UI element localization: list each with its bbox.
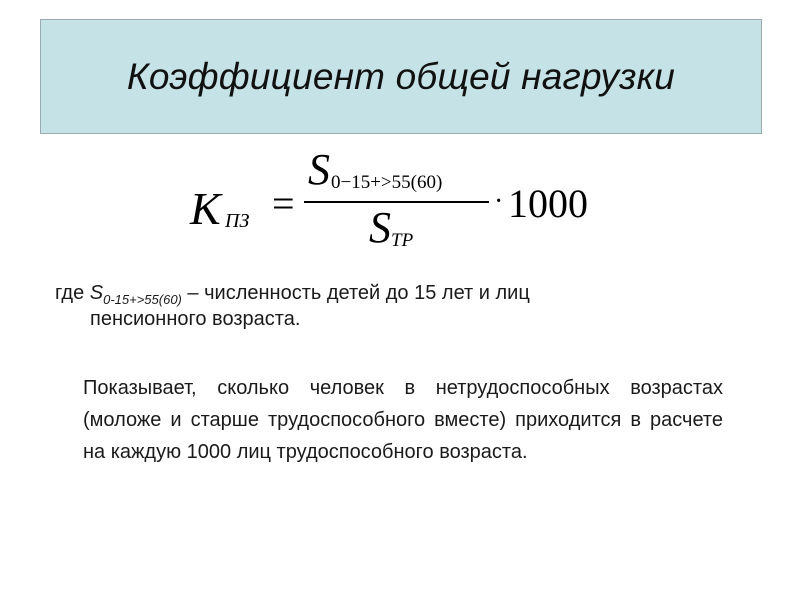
formula-numerator-symbol: S bbox=[308, 145, 330, 194]
formula-lhs-symbol: K bbox=[190, 183, 221, 234]
formula-multiply-dot: · bbox=[494, 186, 504, 217]
formula-multiplier: 1000 bbox=[508, 181, 588, 226]
explanation-paragraph: Показывает, сколько человек в нетрудоспособных возрастах (моложе и старше трудоспособного вместе) приходится в расчете на каждую 1000 лиц трудоспособного возраста. bbox=[83, 377, 723, 463]
formula-fraction-bar bbox=[304, 201, 489, 203]
definition-lead: где bbox=[55, 282, 90, 304]
definition-symbol: S bbox=[89, 282, 104, 304]
definition-subscript: 0-15+>55(60) bbox=[103, 292, 182, 307]
definition-text-line1: – численность детей до 15 лет и лиц bbox=[181, 282, 530, 304]
formula-denominator-subscript: ТР bbox=[391, 230, 414, 251]
title-banner bbox=[40, 19, 762, 134]
variable-definition bbox=[55, 280, 755, 332]
formula-numerator-subscript: 0−15+>55(60) bbox=[331, 172, 443, 193]
slide-title: Коэффициент общей нагрузки bbox=[126, 55, 676, 97]
formula-denominator-symbol: S bbox=[369, 203, 391, 252]
formula-lhs-subscript: ПЗ bbox=[225, 210, 250, 232]
load-ratio-formula bbox=[190, 145, 610, 255]
formula-equals-sign: = bbox=[272, 181, 295, 226]
definition-text-line2: пенсионного возраста. bbox=[90, 308, 301, 330]
